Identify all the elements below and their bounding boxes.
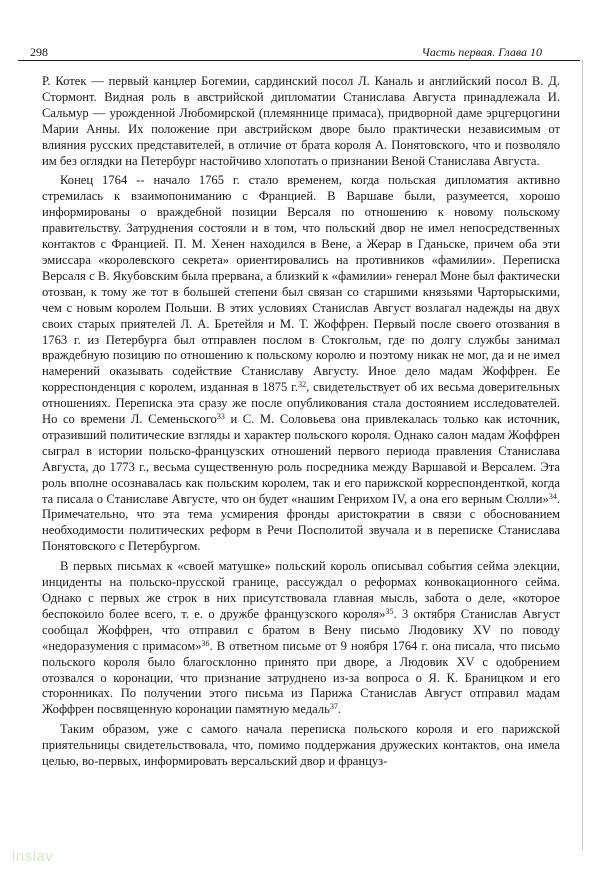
paragraph-text: Р. Котек — первый канцлер Богемии, сардинский посол Л. Каналь и английский посол В. Д. Стормонт. Видная роль в австрийской дипломатии Станислава Августа принадлежала И. Сальмур — урожденной Любомирской (племяннице примаса), придворной даме эрцгерцогини Марии Анны. Их положение при австрийском дворе было практически независимым от влияния русских представителей, в отличие от брата короля А. Понятовского, что и позволяло им без оглядки на Петербург настойчиво хлопотать о признании Веной Станислава Августа. bbox=[42, 74, 560, 168]
footnote-marker: 33 bbox=[216, 412, 225, 422]
paragraph-text: . В ответном письме от 9 ноября 1764 г. она писала, что письмо польского короля было благосклонно принято при дворе, а Людовик XV с одобрением отозвался о коронации, что признание затруднено из-за вопроса о Я. К. Браницком и его сторонниках. По получении этого письма из Парижа Станислав Август отправил мадам Жоффрен посвященную коронации памятную медаль bbox=[42, 638, 560, 717]
paragraph bbox=[42, 74, 560, 169]
paragraph-text: . Примечательно, что эта тема усмирения фронды аристократии в связи с обоснованием необходимости политических реформ в Речи Посполитой звучала и в переписке Станислава Понятовского с Петербургом. bbox=[42, 491, 560, 554]
footnote-marker: 36 bbox=[201, 638, 210, 648]
paragraph-text: , свидетельствует об их весьма доверительных отношениях. Переписка эта сразу же после опубликования стала достоянием исследователей. Но со времени Л. Семеньского bbox=[42, 380, 560, 427]
paragraph-text: . bbox=[337, 702, 342, 717]
page-number: 298 bbox=[30, 45, 48, 59]
paragraph-text: В первых письмах к «своей матушке» польский король описывал события сейма элекции, инциденты на польско-прусской границе, рассуждал о реформах конвокационного сейма. Однако с первых же строк в них присутствовала главная мысль, забота о деле, «которое беспокоило более всего, т. е. о дружбе французского короля» bbox=[42, 559, 560, 621]
paragraph-text: Конец 1764 -- начало 1765 г. стало временем, когда польская дипломатия активно стремилась к взаимопониманию с Францией. В Варшаве были, разумеется, хорошо информированы о враждебной позиции Версаля по отношению к новому польскому правительству. Затруднения состояли и в том, что польский двор не имел непосредственных контактов с Францией. П. М. Хенен находился в Вене, а Жерар в Гданьске, причем оба эти эмиссара «королевского секрета» ориентировались на противников «фамилии». Переписка Версаля с В. Якубовским была прервана, а близкий к «фамилии» генерал Моне был фактически отозван, к тому же тот в большей степени был связан со старшими князьями Чарторыскими, чем с новым королем Польши. В этих условиях Станислав Август возлагал надежды на двух своих старых приятелей Л. А. Бретейля и М. Т. Жоффрен. Первый после своего отозвания в 1763 г. из Петербурга был отправлен послом в Стокгольм, где по долгу службы занимал враждебную позицию по отношению к польскому королю и поэтому никак не мог, да и не имел намерений оказывать содействие Станиславу Августу. Иное дело мадам Жоффрен. Ее корреспонденция с королем, изданная в 1875 г. bbox=[42, 173, 560, 395]
paragraph-text: и С. М. Соловьева она привлекалась только как источник, отразивший политические взгляды и характер польского короля. Однако салон мадам Жоффрен сыграл в истории польско-французских отношений первого периода правления Станислава Августа, до 1773 г., весьма существенную роль посредника между Варшавой и Версалем. Эта роль вполне осознавалась как польским королем, так и его парижской корреспонденткой, когда та писала о Станиславе Августе, что он будет «нашим Генрихом IV, а она его верным Сюлли» bbox=[42, 412, 560, 506]
footnote-marker: 35 bbox=[385, 606, 394, 616]
page-edge-shadow bbox=[582, 60, 583, 850]
body-text bbox=[42, 74, 560, 770]
paragraph bbox=[42, 722, 560, 770]
paragraph-text: . 3 октября Станислав Август сообщал Жоффрен, что отправил с братом в Вену письмо Людовику XV по поводу «недоразумения с примасом» bbox=[42, 606, 560, 653]
running-title: Часть первая. Глава 10 bbox=[421, 45, 542, 59]
paragraph bbox=[42, 173, 560, 555]
running-head bbox=[18, 44, 580, 61]
paragraph bbox=[42, 559, 560, 718]
footnote-marker: 32 bbox=[298, 380, 307, 390]
watermark: inslav bbox=[12, 848, 54, 865]
footnote-marker: 37 bbox=[329, 702, 338, 712]
paragraph-text: Таким образом, уже с самого начала переписка польского короля и его парижской приятельницы свидетельствовала, что, помимо поддержания дружеских контактов, она имела целью, во-первых, информировать версальский двор и француз- bbox=[42, 722, 560, 769]
footnote-marker: 34 bbox=[548, 491, 557, 501]
